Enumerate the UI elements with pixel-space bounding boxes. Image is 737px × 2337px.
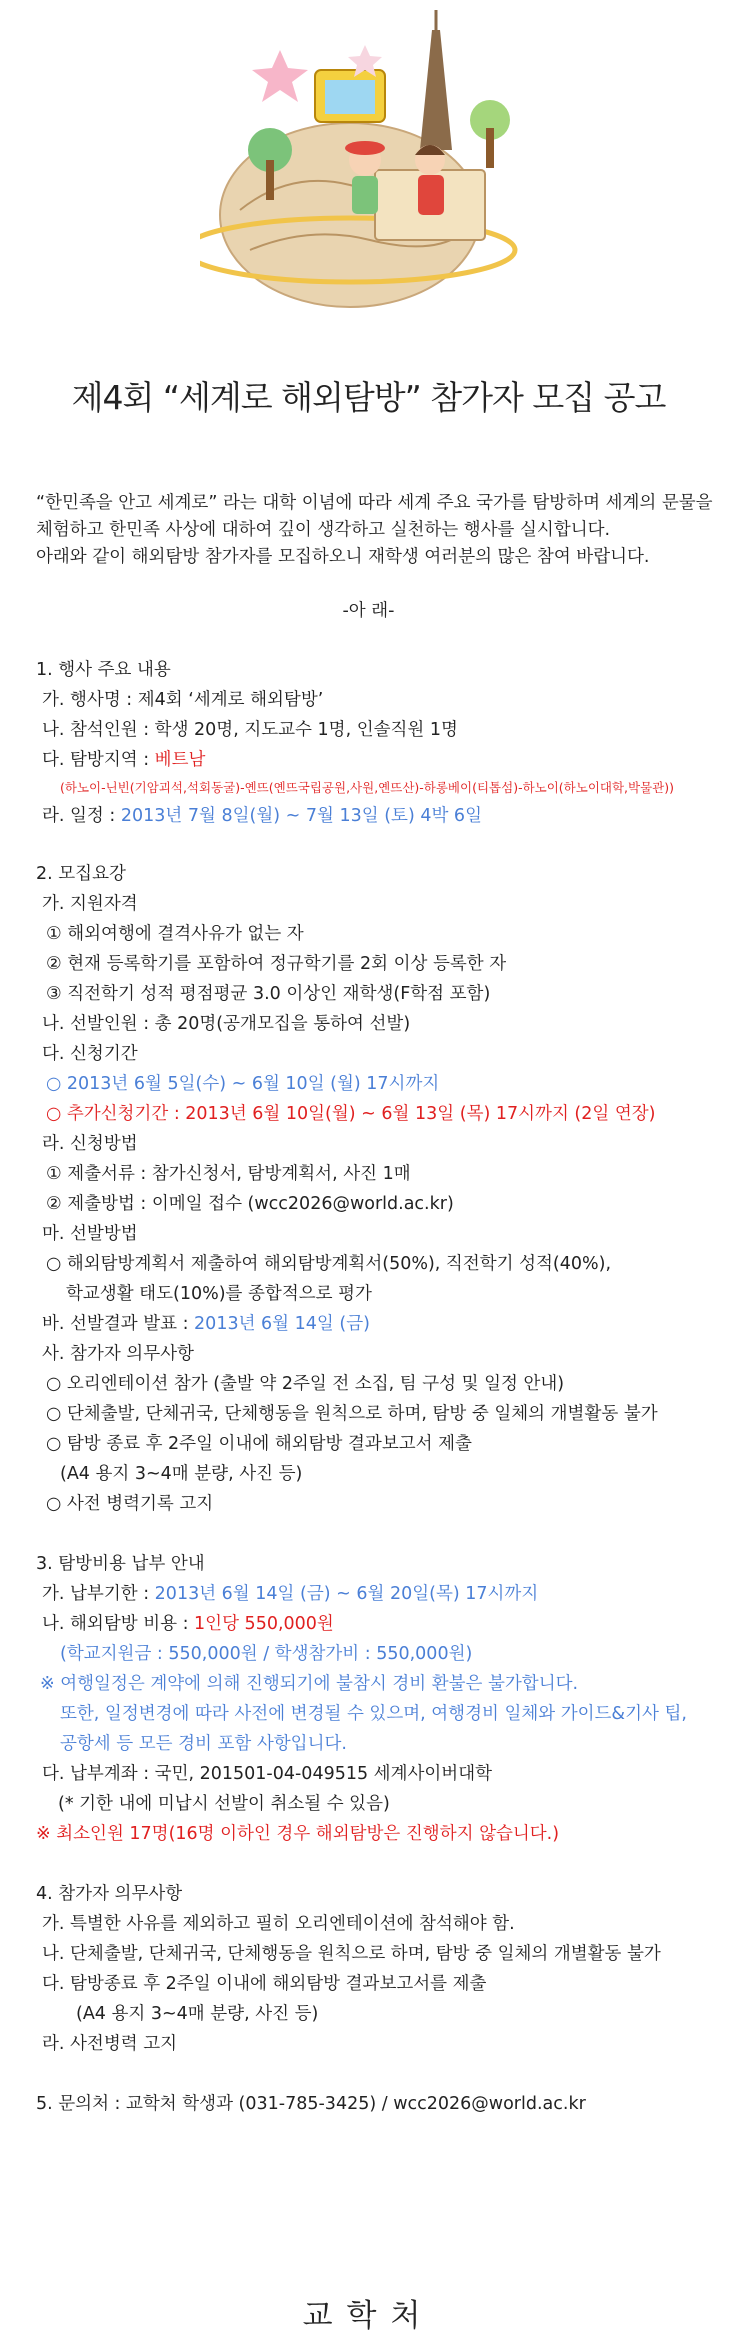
cost-breakdown: (학교지원금 : 550,000원 / 학생참가비 : 550,000원): [60, 1644, 473, 1664]
section-heading: 1. 행사 주요 내용: [36, 660, 171, 680]
section-heading: 2. 모집요강: [36, 864, 126, 884]
duty-item: ○ 단체출발, 단체귀국, 단체행동을 원칙으로 하며, 탐방 중 일체의 개별활동 불가: [46, 1404, 658, 1424]
travel-illustration: [200, 10, 540, 320]
destination: [42, 752, 205, 770]
page-title: 제4회 “세계로 해외탐방” 참가자 모집 공고: [71, 378, 666, 417]
obligation-item: 가. 특별한 사유를 제외하고 필히 오리엔테이션에 참석해야 함.: [42, 1914, 515, 1934]
qualification-item: ① 해외여행에 결격사유가 없는 자: [46, 924, 304, 944]
payment-deadline: [42, 1586, 538, 1604]
minimum-participants-warning: ※ 최소인원 17명(16명 이하인 경우 해외탐방은 진행하지 않습니다.): [36, 1824, 560, 1844]
extra-application-period: ○ 추가신청기간 : 2013년 6월 10일(월) ~ 6월 13일 (목) 17시까지 (2일 연장): [46, 1104, 656, 1124]
schedule: [42, 808, 482, 826]
refund-note: 또한, 일정변경에 따라 사전에 변경될 수 있으며, 여행경비 일체와 가이드&기사 팁,: [60, 1704, 687, 1724]
duty-item-note: (A4 용지 3~4매 분량, 사진 등): [60, 1464, 303, 1484]
obligation-item: 나. 단체출발, 단체귀국, 단체행동을 원칙으로 하며, 탐방 중 일체의 개별활동 불가: [42, 1944, 661, 1964]
notice-header: -아 래-: [342, 601, 395, 621]
selection-method-item: ○ 해외탐방계획서 제출하여 해외탐방계획서(50%), 직전학기 성적(40%),: [46, 1254, 612, 1274]
application-period: 다. 신청기간: [42, 1044, 138, 1064]
event-name: 가. 행사명 : 제4회 ‘세계로 해외탐방’: [42, 690, 324, 710]
selection-result: [42, 1316, 370, 1334]
qualification-item: ③ 직전학기 성적 평점평균 3.0 이상인 재학생(F학점 포함): [46, 984, 491, 1004]
obligation-item-note: (A4 용지 3~4매 분량, 사진 등): [76, 2004, 319, 2024]
section-heading: 4. 참가자 의무사항: [36, 1884, 183, 1904]
intro-line: 아래와 같이 해외탐방 참가자를 모집하오니 재학생 여러분의 많은 참여 바랍니다.: [36, 547, 650, 567]
destination-value: 베트남: [154, 750, 206, 770]
trip-cost-value: 1인당 550,000원: [194, 1614, 334, 1634]
selection-result-value: 2013년 6월 14일 (금): [194, 1314, 370, 1334]
duty-item: ○ 사전 병력기록 고지: [46, 1494, 214, 1514]
payment-account: 다. 납부계좌 : 국민, 201501-04-049515 세계사이버대학: [42, 1764, 493, 1784]
obligation-item: 다. 탐방종료 후 2주일 이내에 해외탐방 결과보고서를 제출: [42, 1974, 487, 1994]
payment-account-note: (* 기한 내에 미납시 선발이 취소될 수 있음): [58, 1794, 390, 1814]
trip-cost: [42, 1616, 334, 1634]
intro-line: “한민족을 안고 세계로” 라는 대학 이념에 따라 세계 주요 국가를 탐방하며 세계의 문물을: [36, 493, 713, 513]
contact-info: 5. 문의처 : 교학처 학생과 (031-785-3425) / wcc2026@world.ac.kr: [36, 2094, 586, 2114]
issuer: 교학처: [302, 2298, 435, 2334]
section-heading: 3. 탐방비용 납부 안내: [36, 1554, 205, 1574]
refund-note: ※ 여행일정은 계약에 의해 진행되기에 불참시 경비 환불은 불가합니다.: [40, 1674, 579, 1694]
selection-method-item: 학교생활 태도(10%)를 종합적으로 평가: [66, 1284, 372, 1304]
destination-label: 다. 탐방지역 :: [42, 750, 155, 770]
obligation-item: 라. 사전병력 고지: [42, 2034, 178, 2054]
application-period-item: ○ 2013년 6월 5일(수) ~ 6월 10일 (월) 17시까지: [46, 1074, 440, 1094]
participant-duties: 사. 참가자 의무사항: [42, 1344, 194, 1364]
route: (하노이-닌빈(기암괴석,석회동굴)-옌뜨(옌뜨국립공원,사원,옌뜨산)-하롱베이(티톱섬)-하노이(하노이대학,박물관)): [60, 780, 675, 795]
qualification-item: ② 현재 등록학기를 포함하여 정규학기를 2회 이상 등록한 자: [46, 954, 507, 974]
attendees: 나. 참석인원 : 학생 20명, 지도교수 1명, 인솔직원 1명: [42, 720, 458, 740]
payment-deadline-value: 2013년 6월 14일 (금) ~ 6월 20일(목) 17시까지: [154, 1584, 539, 1604]
application-method-item: ② 제출방법 : 이메일 접수 (wcc2026@world.ac.kr): [46, 1194, 454, 1214]
application-method-item: ① 제출서류 : 참가신청서, 탐방계획서, 사진 1매: [46, 1164, 411, 1184]
payment-deadline-label: 가. 납부기한 :: [42, 1584, 155, 1604]
selection-method: 마. 선발방법: [42, 1224, 138, 1244]
refund-note: 공항세 등 모든 경비 포함 사항입니다.: [60, 1734, 347, 1754]
selection-count: 나. 선발인원 : 총 20명(공개모집을 통하여 선발): [42, 1014, 411, 1034]
schedule-label: 라. 일정 :: [42, 806, 121, 826]
intro-line: 체험하고 한민족 사상에 대하여 깊이 생각하고 실천하는 행사를 실시합니다.: [36, 520, 611, 540]
schedule-value: 2013년 7월 8일(월) ~ 7월 13일 (토) 4박 6일: [120, 806, 482, 826]
qualification: 가. 지원자격: [42, 894, 138, 914]
duty-item: ○ 탐방 종료 후 2주일 이내에 해외탐방 결과보고서 제출: [46, 1434, 472, 1454]
selection-result-label: 바. 선발결과 발표 :: [42, 1314, 195, 1334]
duty-item: ○ 오리엔테이션 참가 (출발 약 2주일 전 소집, 팀 구성 및 일정 안내): [46, 1374, 565, 1394]
application-method: 라. 신청방법: [42, 1134, 138, 1154]
trip-cost-label: 나. 해외탐방 비용 :: [42, 1614, 195, 1634]
